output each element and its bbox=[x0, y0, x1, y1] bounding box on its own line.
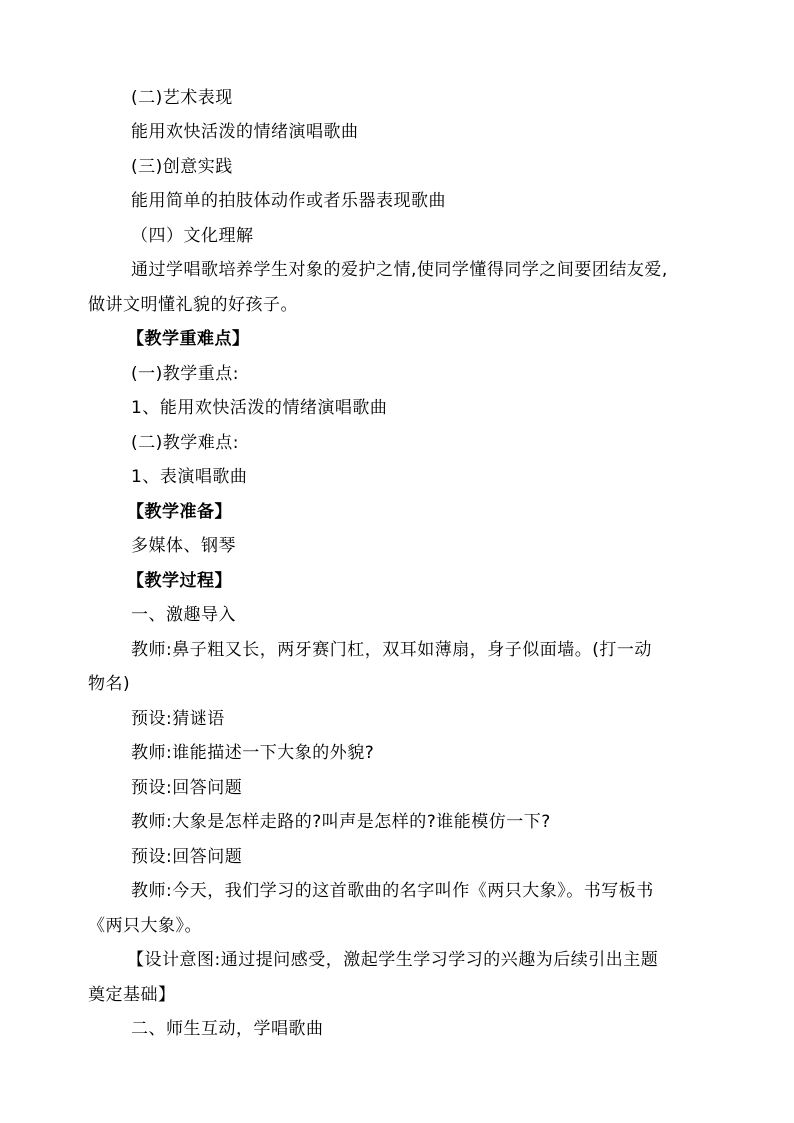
section-creative-practice: (三)创意实践 bbox=[131, 157, 233, 177]
paragraph: 《两只大象》。 bbox=[88, 916, 202, 936]
heading-process: 【教学过程】 bbox=[127, 571, 232, 591]
list-item: 1、能用欢快活泼的情绪演唱歌曲 bbox=[131, 398, 388, 418]
list-item: 1、表演唱歌曲 bbox=[131, 467, 248, 487]
paragraph: 预设:回答问题 bbox=[131, 778, 243, 798]
design-intent: 奠定基础】 bbox=[88, 985, 176, 1005]
paragraph: 教师:鼻子粗又长，两牙赛门杠，双耳如薄扇，身子似面墙。(打一动 bbox=[131, 640, 652, 660]
paragraph: 能用欢快活泼的情绪演唱歌曲 bbox=[131, 122, 359, 142]
paragraph: 预设:回答问题 bbox=[131, 847, 243, 867]
paragraph: 教师:谁能描述一下大象的外貌? bbox=[131, 743, 375, 763]
paragraph: 通过学唱歌培养学生对象的爱护之情,使同学懂得同学之间要团结友爱, bbox=[131, 260, 668, 280]
paragraph: 能用简单的拍肢体动作或者乐器表现歌曲 bbox=[131, 191, 446, 211]
paragraph: 教师:大象是怎样走路的?叫声是怎样的?谁能模仿一下? bbox=[131, 812, 551, 832]
paragraph: 物名) bbox=[88, 674, 131, 694]
subheading: (二)教学难点: bbox=[131, 433, 239, 453]
subheading: (一)教学重点: bbox=[131, 364, 239, 384]
section-cultural-understanding: （四）文化理解 bbox=[131, 226, 254, 246]
subheading: 二、师生互动，学唱歌曲 bbox=[131, 1019, 324, 1039]
heading-key-difficulties: 【教学重难点】 bbox=[127, 329, 250, 349]
heading-preparation: 【教学准备】 bbox=[127, 502, 232, 522]
design-intent: 【设计意图:通过提问感受，激起学生学习学习的兴趣为后续引出主题 bbox=[127, 950, 659, 970]
paragraph: 教师:今天，我们学习的这首歌曲的名字叫作《两只大象》。书写板书 bbox=[131, 881, 654, 901]
subheading: 一、激趣导入 bbox=[131, 605, 236, 625]
section-art-expression: (二)艺术表现 bbox=[131, 88, 233, 108]
paragraph: 预设:猜谜语 bbox=[131, 709, 225, 729]
paragraph: 多媒体、钢琴 bbox=[131, 536, 236, 556]
paragraph: 做讲文明懂礼貌的好孩子。 bbox=[88, 295, 298, 315]
